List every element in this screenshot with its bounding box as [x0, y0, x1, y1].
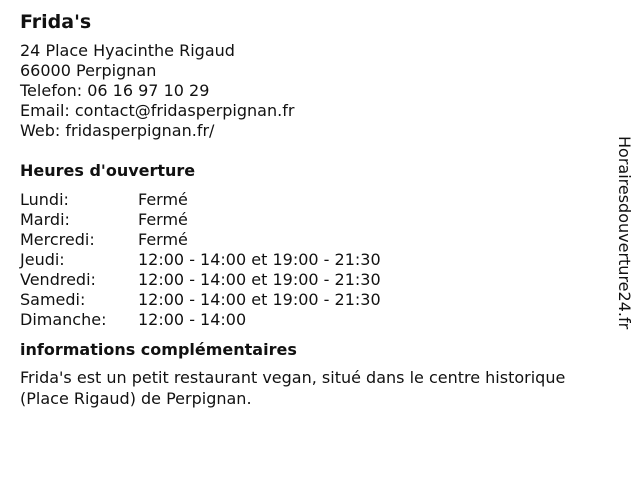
info-heading: informations complémentaires: [20, 340, 297, 359]
phone-line: Telefon: 06 16 97 10 29: [20, 81, 210, 100]
hours-row-lundi: [20, 190, 595, 210]
address-street: 24 Place Hyacinthe Rigaud: [20, 41, 235, 60]
web-line: Web: fridasperpignan.fr/: [20, 121, 215, 140]
address-city: 66000 Perpignan: [20, 61, 157, 80]
hours-time: Fermé: [138, 210, 188, 229]
hours-row-mardi: [20, 210, 595, 230]
hours-day: Samedi:: [20, 290, 86, 309]
opening-hours-heading: Heures d'ouverture: [20, 161, 196, 180]
opening-hours-table: [20, 190, 595, 330]
info-description: Frida's est un petit restaurant vegan, situé dans le centre historique (Place Rigaud) de Perpignan.: [20, 368, 566, 408]
hours-day: Mardi:: [20, 210, 70, 229]
hours-time: Fermé: [138, 230, 188, 249]
hours-row-vendredi: [20, 270, 595, 290]
hours-time: 12:00 - 14:00 et 19:00 - 21:30: [138, 250, 381, 269]
hours-day: Jeudi:: [20, 250, 65, 269]
hours-day: Dimanche:: [20, 310, 107, 329]
contact-block: [20, 41, 595, 141]
hours-day: Mercredi:: [20, 230, 95, 249]
hours-row-mercredi: [20, 230, 595, 250]
hours-time: 12:00 - 14:00 et 19:00 - 21:30: [138, 290, 381, 309]
email-line: Email: contact@fridasperpignan.fr: [20, 101, 295, 120]
brand-watermark: [612, 136, 636, 346]
business-card: [20, 10, 595, 409]
hours-time: Fermé: [138, 190, 188, 209]
hours-day: Vendredi:: [20, 270, 96, 289]
hours-row-jeudi: [20, 250, 595, 270]
business-name: Frida's: [20, 11, 92, 33]
hours-row-samedi: [20, 290, 595, 310]
brand-text: Horairesdouverture24.fr: [615, 136, 634, 330]
hours-time: 12:00 - 14:00: [138, 310, 247, 329]
hours-day: Lundi:: [20, 190, 69, 209]
hours-row-dimanche: [20, 310, 595, 330]
hours-time: 12:00 - 14:00 et 19:00 - 21:30: [138, 270, 381, 289]
